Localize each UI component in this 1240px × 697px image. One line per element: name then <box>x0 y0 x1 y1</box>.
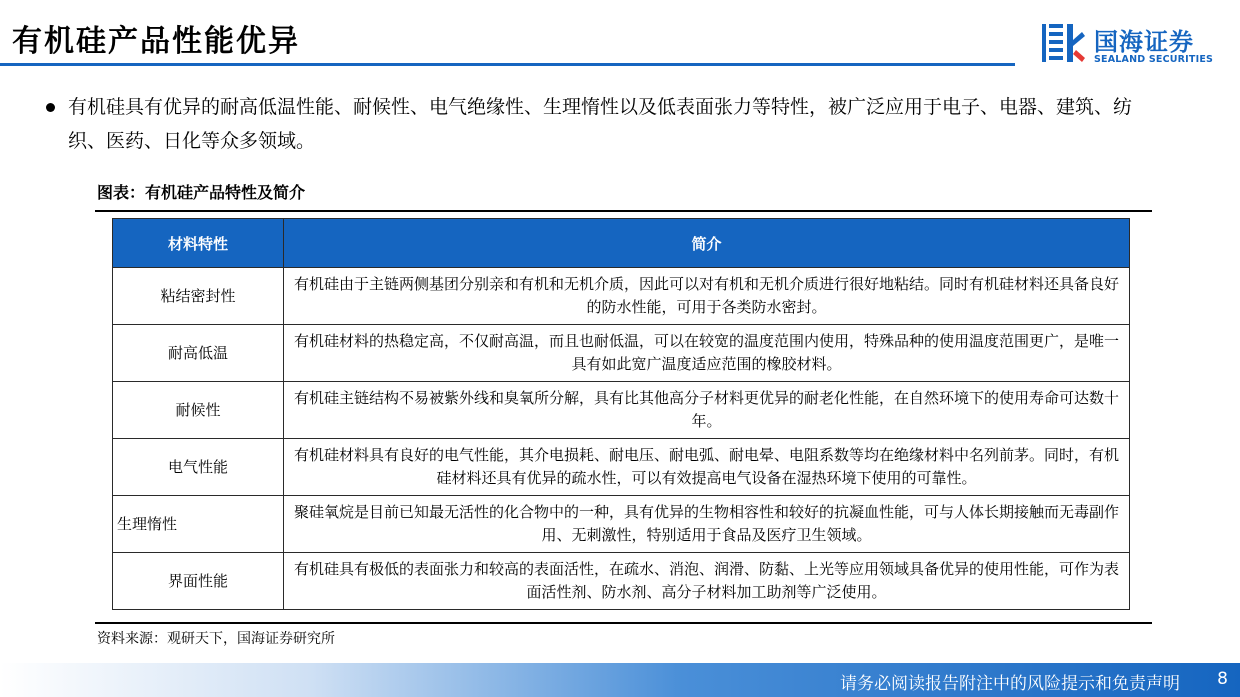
column-header-description: 简介 <box>284 219 1130 268</box>
description-cell: 有机硅具有极低的表面张力和较高的表面活性，在疏水、消泡、润滑、防黏、上光等应用领域具备优异的使用性能，可作为表面活性剂、防水剂、高分子材料加工助剂等广泛使用。 <box>284 553 1130 610</box>
bullet-dot-icon <box>46 103 55 112</box>
column-header-property: 材料特性 <box>113 219 284 268</box>
source-note: 资料来源：观研天下，国海证券研究所 <box>97 631 335 647</box>
description-cell: 有机硅材料具有良好的电气性能，其介电损耗、耐电压、耐电弧、耐电晕、电阻系数等均在绝缘材料中名列前茅。同时，有机硅材料还具有优异的疏水性，可以有效提高电气设备在湿热环境下使用的可靠性。 <box>284 439 1130 496</box>
property-cell: 耐高低温 <box>113 325 284 382</box>
description-cell: 聚硅氧烷是目前已知最无活性的化合物中的一种，具有优异的生物相容性和较好的抗凝血性能，可与人体长期接触而无毒副作用、无刺激性，特别适用于食品及医疗卫生领域。 <box>284 496 1130 553</box>
silicone-features-table <box>112 218 1130 610</box>
property-cell: 粘结密封性 <box>113 268 284 325</box>
page-title: 有机硅产品性能优异 <box>12 24 300 59</box>
sealand-logo-icon <box>1040 20 1086 66</box>
property-cell: 界面性能 <box>113 553 284 610</box>
description-cell: 有机硅由于主链两侧基团分别亲和有机和无机介质，因此可以对有机和无机介质进行很好地粘结。同时有机硅材料还具备良好的防水性能，可用于各类防水密封。 <box>284 268 1130 325</box>
property-cell: 电气性能 <box>113 439 284 496</box>
description-cell: 有机硅材料的热稳定高，不仅耐高温，而且也耐低温，可以在较宽的温度范围内使用，特殊品种的使用温度范围更广，是唯一具有如此宽广温度适应范围的橡胶材料。 <box>284 325 1130 382</box>
logo-chinese-name: 国海证券 <box>1094 28 1194 56</box>
table-bottom-divider <box>95 622 1152 624</box>
logo-english-name: SEALAND SECURITIES <box>1094 54 1214 65</box>
bullet-text: 有机硅具有优异的耐高低温性能、耐候性、电气绝缘性、生理惰性以及低表面张力等特性，被广泛应用于电子、电器、建筑、纺织、医药、日化等众多领域。 <box>68 96 1133 152</box>
figure-caption: 图表：有机硅产品特性及简介 <box>97 183 306 202</box>
property-cell: 耐候性 <box>113 382 284 439</box>
table-row <box>113 382 1130 439</box>
table-header-row <box>113 219 1130 268</box>
company-logo <box>1040 18 1230 68</box>
table-row <box>113 496 1130 553</box>
table-row <box>113 553 1130 610</box>
footer-bar <box>0 663 1240 697</box>
disclaimer-text: 请务必阅读报告附注中的风险提示和免责声明 <box>840 674 1180 694</box>
table-row <box>113 268 1130 325</box>
caption-divider <box>95 210 1152 212</box>
table-row <box>113 439 1130 496</box>
property-cell: 生理惰性 <box>113 496 284 553</box>
description-cell: 有机硅主链结构不易被紫外线和臭氧所分解，具有比其他高分子材料更优异的耐老化性能，在自然环境下的使用寿命可达数十年。 <box>284 382 1130 439</box>
page-number: 8 <box>1217 669 1228 689</box>
table-row <box>113 325 1130 382</box>
bullet-paragraph <box>68 90 1168 158</box>
header-divider <box>0 63 1015 66</box>
